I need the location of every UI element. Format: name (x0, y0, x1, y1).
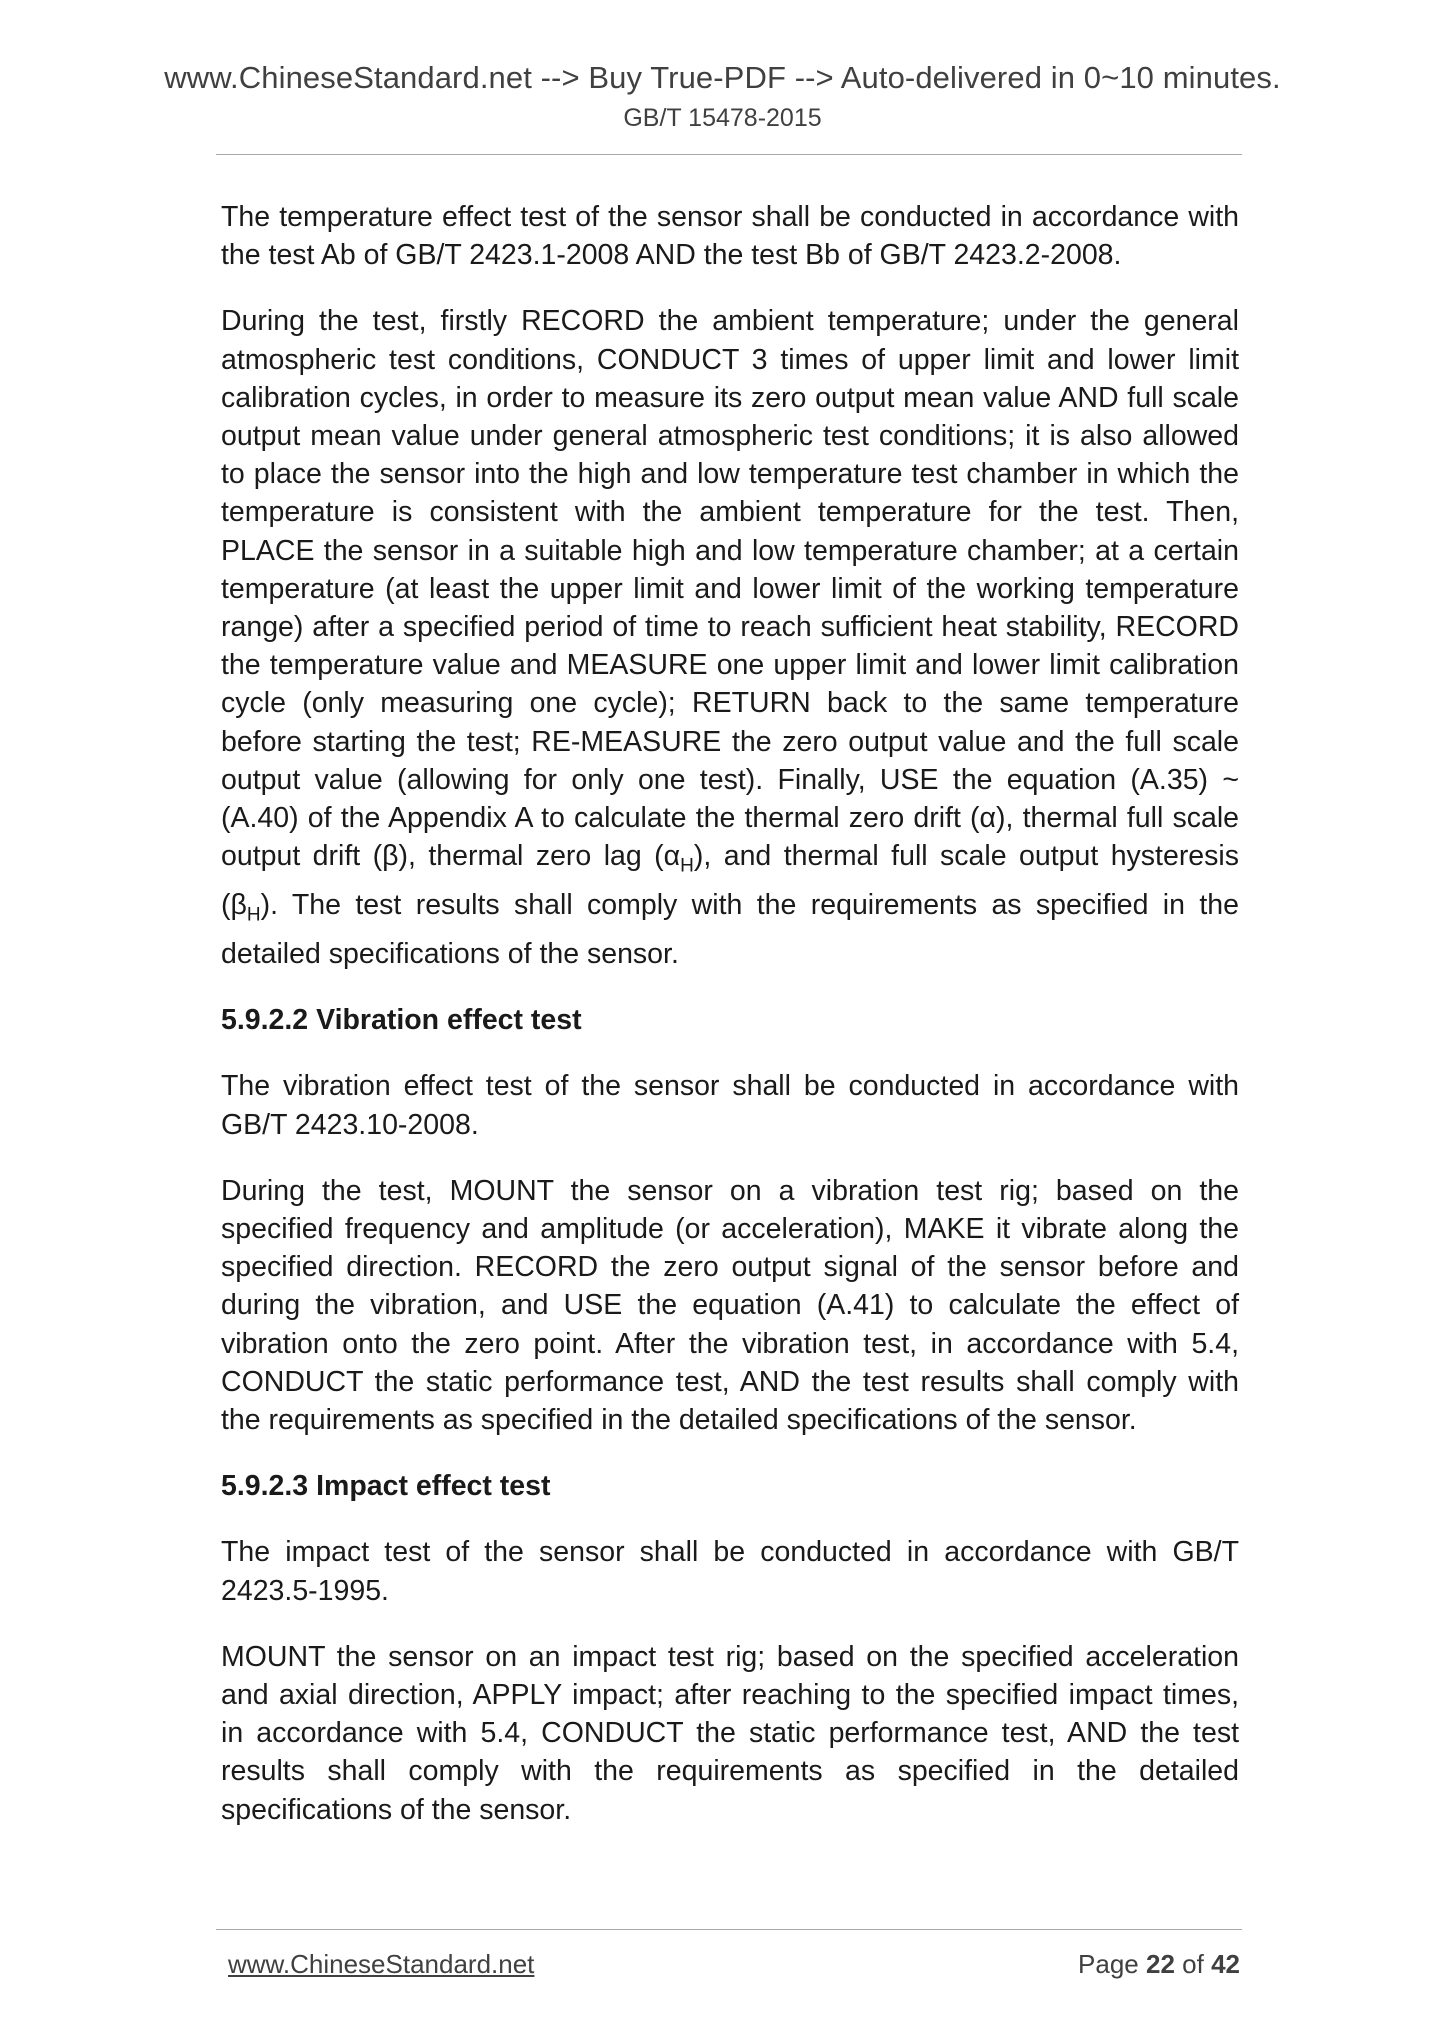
page-total: 42 (1211, 1949, 1240, 1979)
section-heading-vibration (221, 1001, 1239, 1039)
page-current: 22 (1146, 1949, 1175, 1979)
standard-number: GB/T 15478-2015 (623, 104, 822, 132)
subscript-h: H (680, 855, 694, 877)
paragraph-vibration-procedure: During the test, MOUNT the sensor on a vibration test rig; based on the specified frequency and amplitude (or acceleration), MAKE it vibrate along the specified direction. RECORD the zero output signal of the sensor before and during the vibration, and USE the equation (A.41) to calculate the effect of vibration onto the zero point. After the vibration test, in accordance with 5.4, CONDUCT the static performance test, AND the test results shall comply with the requirements as specified in the detailed specifications of the sensor. (221, 1174, 1239, 1437)
paragraph-temperature-procedure (221, 302, 1239, 973)
document-body (221, 198, 1239, 1857)
page-number (1078, 1946, 1240, 1982)
temperature-procedure-text-1: During the test, firstly RECORD the ambient temperature; under the general atmospheric test conditions, CONDUCT 3 times of upper limit and lower limit calibration cycles, in order to measure its zero output mean value AND full scale output mean value under general atmospheric test conditions; it is also allowed to place the sensor into the high and low temperature test chamber in which the temperature is consistent with the ambient temperature for the test. Then, PLACE the sensor in a suitable high and low temperature chamber; at a certain temperature (at least the upper limit and lower limit of the working temperature range) after a specified period of time to reach sufficient heat stability, RECORD the temperature value and MEASURE one upper limit and lower limit calibration cycle (only measuring one cycle); RETURN back to the same temperature before starting the test; RE-MEASURE the zero output value and the full scale output value (allowing for only one test). Finally, USE the equation (A.35) ~ (A.40) of the Appendix A to calculate the thermal zero drift (α), thermal full scale output drift (β), thermal zero lag (α (221, 305, 1239, 873)
temperature-procedure-text-3: ). The test results shall comply with the requirements as specified in the detailed specifications of the sensor. (221, 889, 1239, 971)
page-footer (228, 1946, 1240, 1986)
page-label: Page (1078, 1949, 1139, 1979)
section-number: 5.9.2.2 (221, 1004, 309, 1037)
paragraph-impact-intro: The impact test of the sensor shall be conducted in accordance with GB/T 2423.5-1995. (221, 1536, 1239, 1607)
page-of: of (1182, 1949, 1204, 1979)
header-divider (216, 154, 1242, 155)
paragraph-vibration-intro: The vibration effect test of the sensor shall be conducted in accordance with GB/T 2423.10-2008. (221, 1070, 1239, 1141)
page-header (0, 58, 1445, 135)
paragraph-temperature-intro: The temperature effect test of the sensor shall be conducted in accordance with the test Ab of GB/T 2423.1-2008 AND the test Bb of GB/T 2423.2-2008. (221, 201, 1239, 272)
footer-divider (216, 1929, 1242, 1930)
section-title: Impact effect test (316, 1470, 551, 1503)
header-banner: www.ChineseStandard.net --> Buy True-PDF --> Auto-delivered in 0~10 minutes. (164, 60, 1281, 95)
paragraph-impact-procedure: MOUNT the sensor on an impact test rig; based on the specified acceleration and axial direction, APPLY impact; after reaching to the specified impact times, in accordance with 5.4, CONDUCT the static performance test, AND the test results shall comply with the requirements as specified in the detailed specifications of the sensor. (221, 1640, 1239, 1826)
section-title: Vibration effect test (316, 1004, 582, 1037)
footer-site-link[interactable]: www.ChineseStandard.net (228, 1949, 535, 1979)
subscript-h: H (246, 904, 261, 926)
temperature-procedure-text-2: ), and thermal full scale output hysteresis (β (221, 840, 1239, 922)
section-heading-impact (221, 1467, 1239, 1505)
section-number: 5.9.2.3 (221, 1470, 309, 1503)
